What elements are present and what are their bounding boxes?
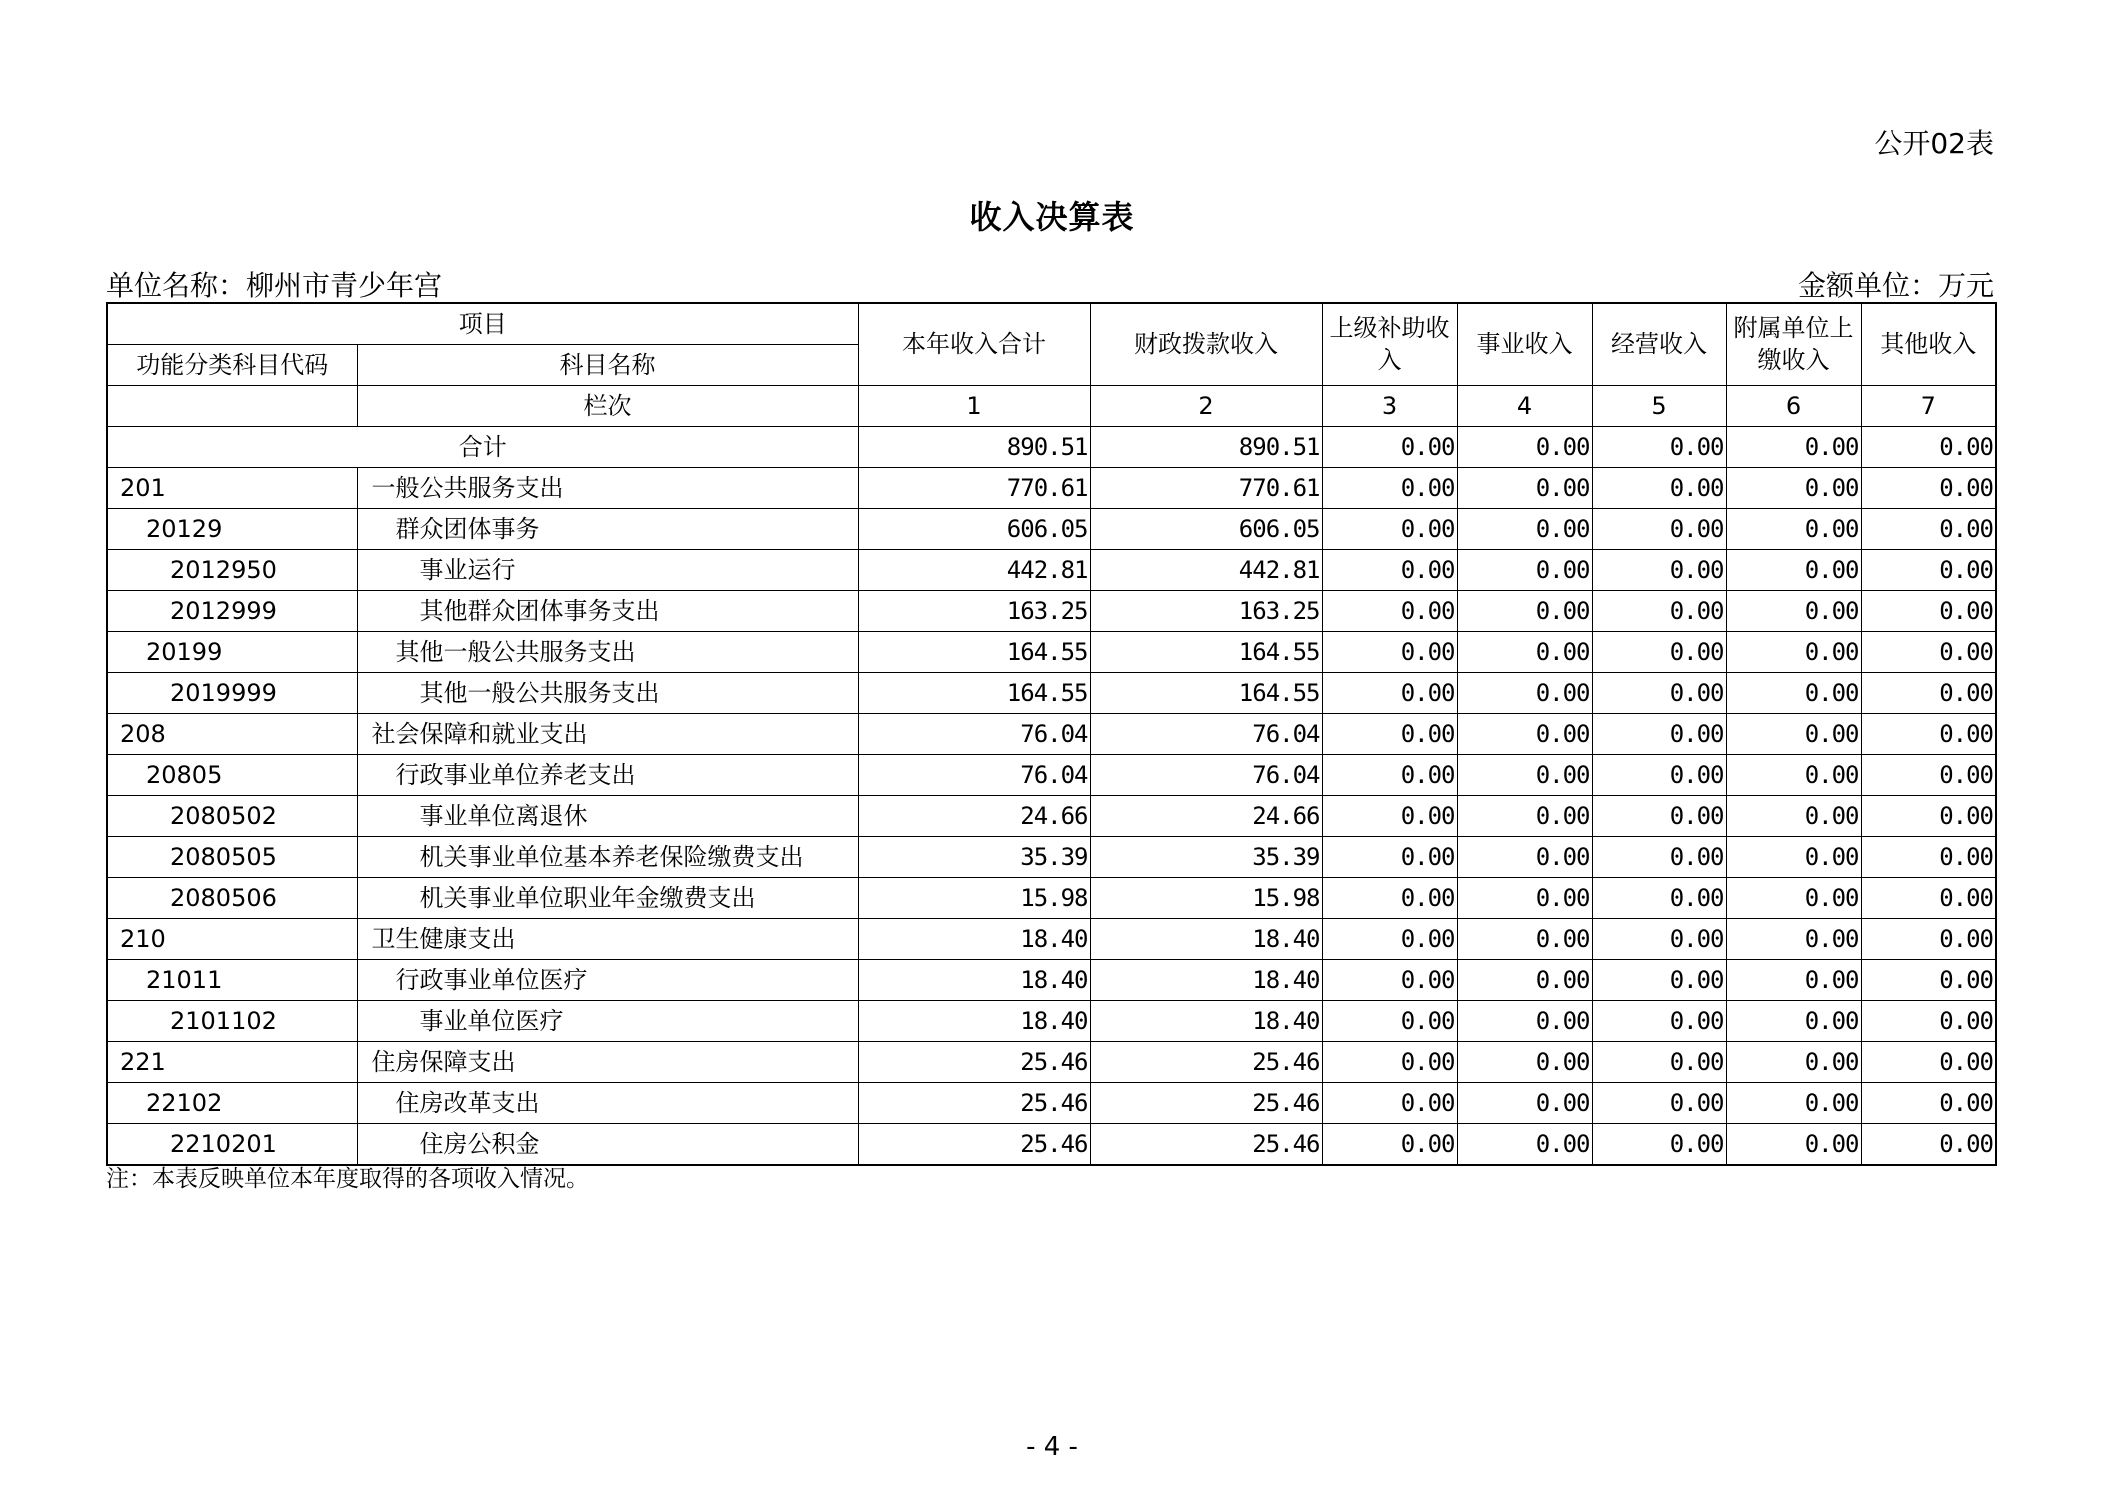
col-number: 5 [1592,386,1726,427]
amount-cell: 0.00 [1592,1124,1726,1166]
header-col-7: 其他收入 [1861,303,1996,386]
amount-cell: 163.25 [858,591,1090,632]
amount-cell: 0.00 [1322,1124,1457,1166]
amount-cell: 164.55 [1090,673,1322,714]
amount-cell: 18.40 [858,1001,1090,1042]
table-row [107,960,1996,1001]
subject-code: 2080506 [107,878,357,919]
amount-cell: 15.98 [1090,878,1322,919]
subject-name: 住房保障支出 [357,1042,858,1083]
amount-cell: 770.61 [858,468,1090,509]
amount-cell: 0.00 [1592,632,1726,673]
amount-cell: 18.40 [1090,1001,1322,1042]
amount-cell: 25.46 [858,1083,1090,1124]
subject-name: 机关事业单位职业年金缴费支出 [357,878,858,919]
subject-name: 行政事业单位医疗 [357,960,858,1001]
amount-cell: 25.46 [1090,1124,1322,1166]
col-label: 栏次 [357,386,858,427]
subject-name: 群众团体事务 [357,509,858,550]
subject-code: 21011 [107,960,357,1001]
subject-name: 社会保障和就业支出 [357,714,858,755]
amount-cell: 0.00 [1592,714,1726,755]
amount-cell: 163.25 [1090,591,1322,632]
subject-code: 20129 [107,509,357,550]
amount-cell: 0.00 [1322,919,1457,960]
subject-code: 221 [107,1042,357,1083]
amount-cell: 0.00 [1861,550,1996,591]
amount-cell: 0.00 [1861,632,1996,673]
amount-cell: 0.00 [1592,796,1726,837]
amount-cell: 0.00 [1861,591,1996,632]
page-title: 收入决算表 [969,198,1135,236]
amount-cell: 24.66 [858,796,1090,837]
amount-cell: 0.00 [1592,960,1726,1001]
subject-name: 行政事业单位养老支出 [357,755,858,796]
amount-cell: 0.00 [1861,673,1996,714]
col-number: 4 [1457,386,1592,427]
amount-cell: 0.00 [1592,837,1726,878]
amount-cell: 25.46 [1090,1083,1322,1124]
amount-cell: 35.39 [1090,837,1322,878]
subject-code: 2012999 [107,591,357,632]
table-row [107,837,1996,878]
subject-code: 20805 [107,755,357,796]
amount-cell: 0.00 [1322,714,1457,755]
amount-cell: 0.00 [1457,468,1592,509]
amount-cell: 25.46 [858,1042,1090,1083]
col-number: 2 [1090,386,1322,427]
amount-cell: 0.00 [1726,632,1861,673]
amount-cell: 0.00 [1322,632,1457,673]
col-number: 7 [1861,386,1996,427]
amount-cell: 0.00 [1322,1042,1457,1083]
header-name: 科目名称 [357,345,858,386]
amount-cell: 0.00 [1592,1042,1726,1083]
amount-cell: 0.00 [1457,919,1592,960]
header-col-1: 本年收入合计 [858,303,1090,386]
amount-cell: 0.00 [1457,591,1592,632]
amount-cell: 15.98 [858,878,1090,919]
table-row [107,1042,1996,1083]
amount-cell: 0.00 [1726,1042,1861,1083]
total-value: 0.00 [1457,427,1592,468]
subject-code: 2210201 [107,1124,357,1166]
amount-cell: 0.00 [1592,1001,1726,1042]
amount-cell: 25.46 [1090,1042,1322,1083]
subject-code: 2080505 [107,837,357,878]
amount-cell: 0.00 [1592,468,1726,509]
amount-cell: 0.00 [1861,755,1996,796]
amount-cell: 0.00 [1726,796,1861,837]
amount-cell: 442.81 [858,550,1090,591]
subject-code: 2101102 [107,1001,357,1042]
amount-unit: 金额单位：万元 [1797,269,1994,302]
amount-cell: 0.00 [1726,714,1861,755]
amount-cell: 76.04 [1090,714,1322,755]
header-project: 项目 [107,303,858,345]
amount-cell: 18.40 [858,919,1090,960]
subject-name: 其他一般公共服务支出 [357,632,858,673]
amount-cell: 0.00 [1592,591,1726,632]
amount-cell: 0.00 [1322,960,1457,1001]
table-row [107,550,1996,591]
amount-cell: 0.00 [1592,1083,1726,1124]
subject-name: 卫生健康支出 [357,919,858,960]
amount-cell: 0.00 [1322,878,1457,919]
total-value: 890.51 [1090,427,1322,468]
amount-cell: 0.00 [1726,1083,1861,1124]
amount-cell: 0.00 [1861,1042,1996,1083]
amount-cell: 0.00 [1322,1083,1457,1124]
table-row [107,673,1996,714]
amount-cell: 0.00 [1457,878,1592,919]
amount-cell: 164.55 [858,632,1090,673]
amount-cell: 0.00 [1861,1124,1996,1166]
amount-cell: 0.00 [1726,673,1861,714]
amount-cell: 0.00 [1861,960,1996,1001]
amount-cell: 24.66 [1090,796,1322,837]
subject-name: 住房改革支出 [357,1083,858,1124]
col-number: 3 [1322,386,1457,427]
amount-cell: 0.00 [1726,468,1861,509]
amount-cell: 25.46 [858,1124,1090,1166]
amount-cell: 606.05 [1090,509,1322,550]
subject-name: 事业单位离退休 [357,796,858,837]
subject-name: 一般公共服务支出 [357,468,858,509]
amount-cell: 0.00 [1726,1001,1861,1042]
amount-cell: 0.00 [1457,1083,1592,1124]
subject-code: 2012950 [107,550,357,591]
total-value: 890.51 [858,427,1090,468]
header-col-6: 附属单位上缴收入 [1726,303,1861,386]
amount-cell: 164.55 [858,673,1090,714]
subject-name: 事业单位医疗 [357,1001,858,1042]
subject-name: 其他一般公共服务支出 [357,673,858,714]
amount-cell: 0.00 [1726,878,1861,919]
table-row [107,714,1996,755]
amount-cell: 0.00 [1592,919,1726,960]
form-number: 公开02表 [1874,127,1994,160]
amount-cell: 0.00 [1322,1001,1457,1042]
amount-cell: 0.00 [1592,550,1726,591]
amount-cell: 0.00 [1457,960,1592,1001]
amount-cell: 0.00 [1861,1083,1996,1124]
amount-cell: 0.00 [1726,837,1861,878]
amount-cell: 0.00 [1322,591,1457,632]
amount-cell: 606.05 [858,509,1090,550]
table-row [107,755,1996,796]
table-row [107,878,1996,919]
header-col-5: 经营收入 [1592,303,1726,386]
amount-cell: 0.00 [1726,960,1861,1001]
amount-cell: 0.00 [1861,796,1996,837]
amount-cell: 0.00 [1861,714,1996,755]
amount-cell: 18.40 [1090,919,1322,960]
amount-cell: 0.00 [1457,673,1592,714]
amount-cell: 76.04 [858,755,1090,796]
page-number: - 4 - [1026,1432,1078,1462]
subject-name: 机关事业单位基本养老保险缴费支出 [357,837,858,878]
total-value: 0.00 [1861,427,1996,468]
amount-cell: 0.00 [1457,714,1592,755]
amount-cell: 0.00 [1726,919,1861,960]
amount-cell: 0.00 [1457,1124,1592,1166]
unit-name: 单位名称：柳州市青少年宫 [106,269,443,302]
amount-cell: 0.00 [1322,796,1457,837]
amount-cell: 0.00 [1457,1042,1592,1083]
table-row [107,591,1996,632]
total-label: 合计 [107,427,858,468]
amount-cell: 0.00 [1861,468,1996,509]
subject-code: 2019999 [107,673,357,714]
amount-cell: 0.00 [1322,837,1457,878]
table-row [107,919,1996,960]
subject-code: 201 [107,468,357,509]
amount-cell: 0.00 [1322,755,1457,796]
amount-cell: 0.00 [1726,591,1861,632]
amount-cell: 0.00 [1457,509,1592,550]
amount-cell: 164.55 [1090,632,1322,673]
amount-cell: 0.00 [1457,796,1592,837]
subject-code: 20199 [107,632,357,673]
amount-cell: 0.00 [1861,878,1996,919]
amount-cell: 18.40 [858,960,1090,1001]
table-row [107,1001,1996,1042]
table-row [107,509,1996,550]
amount-cell: 0.00 [1457,837,1592,878]
total-row [107,427,1996,468]
amount-cell: 0.00 [1457,1001,1592,1042]
amount-cell: 0.00 [1726,509,1861,550]
empty-cell [107,386,357,427]
amount-cell: 0.00 [1592,878,1726,919]
amount-cell: 442.81 [1090,550,1322,591]
table-note: 注：本表反映单位本年度取得的各项收入情况。 [106,1166,589,1192]
amount-cell: 0.00 [1861,1001,1996,1042]
table-row [107,632,1996,673]
amount-cell: 0.00 [1726,1124,1861,1166]
col-number: 1 [858,386,1090,427]
amount-cell: 0.00 [1592,509,1726,550]
amount-cell: 0.00 [1457,755,1592,796]
table-row [107,796,1996,837]
subject-code: 22102 [107,1083,357,1124]
table-row [107,1124,1996,1166]
amount-cell: 35.39 [858,837,1090,878]
subject-code: 2080502 [107,796,357,837]
header-col-3: 上级补助收入 [1322,303,1457,386]
header-col-2: 财政拨款收入 [1090,303,1322,386]
subject-name: 事业运行 [357,550,858,591]
col-number: 6 [1726,386,1861,427]
amount-cell: 0.00 [1592,673,1726,714]
amount-cell: 0.00 [1861,919,1996,960]
header-col-4: 事业收入 [1457,303,1592,386]
amount-cell: 770.61 [1090,468,1322,509]
amount-cell: 76.04 [1090,755,1322,796]
amount-cell: 0.00 [1861,509,1996,550]
amount-cell: 18.40 [1090,960,1322,1001]
amount-cell: 0.00 [1726,755,1861,796]
amount-cell: 0.00 [1322,550,1457,591]
header-code: 功能分类科目代码 [107,345,357,386]
header-row-1 [107,303,1996,345]
total-value: 0.00 [1726,427,1861,468]
amount-cell: 0.00 [1322,509,1457,550]
amount-cell: 0.00 [1322,673,1457,714]
total-value: 0.00 [1322,427,1457,468]
amount-cell: 0.00 [1457,632,1592,673]
income-table [106,302,1997,1166]
table-row [107,1083,1996,1124]
amount-cell: 0.00 [1592,755,1726,796]
amount-cell: 0.00 [1322,468,1457,509]
subject-name: 住房公积金 [357,1124,858,1166]
amount-cell: 0.00 [1861,837,1996,878]
column-number-row [107,386,1996,427]
table-row [107,468,1996,509]
amount-cell: 0.00 [1726,550,1861,591]
subject-code: 210 [107,919,357,960]
total-value: 0.00 [1592,427,1726,468]
subject-code: 208 [107,714,357,755]
amount-cell: 76.04 [858,714,1090,755]
subject-name: 其他群众团体事务支出 [357,591,858,632]
amount-cell: 0.00 [1457,550,1592,591]
